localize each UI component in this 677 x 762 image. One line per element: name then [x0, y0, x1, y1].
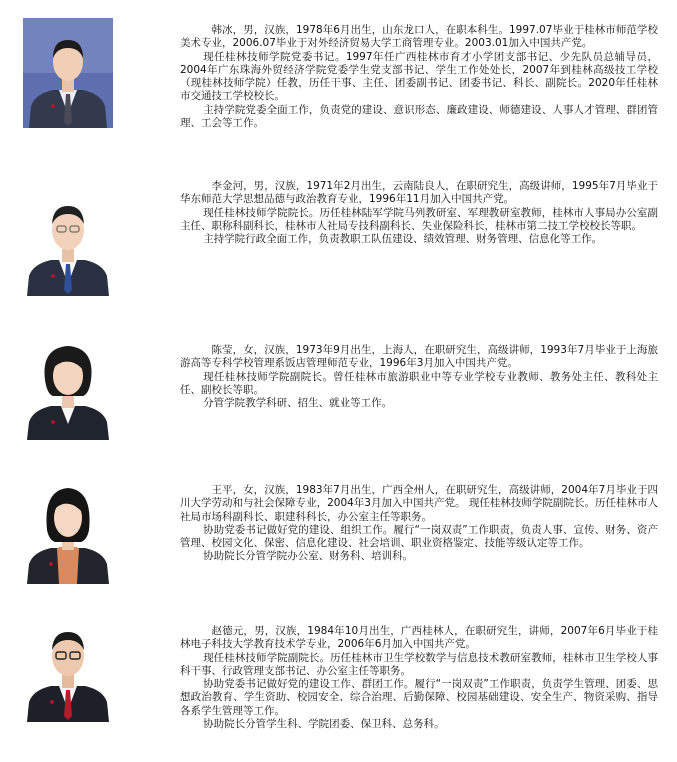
bio-text — [180, 180, 658, 246]
portrait-photo — [23, 474, 113, 584]
bio-paragraph: 现任桂林技师学院副院长。历任桂林市卫生学校数学与信息技术教研室教师，桂林市卫生学校人事科干事、行政管理支部书记、办公室主任等职务。 — [180, 651, 658, 677]
bio-paragraph: 协助党委书记做好党的建设工作、群团工作。履行“一岗双责”工作职责，负责学生管理、团委、思想政治教育、学生资助、校园安全、综合治理、后勤保障、校园基础建设、安全生产、物资采购、指导各系学生管理等工作。 — [180, 678, 658, 717]
bio-text — [180, 625, 658, 731]
bio-paragraph: 协助院长分管学生科、学院团委、保卫科、总务科。 — [203, 718, 445, 731]
bio-paragraph: 协助院长分管学院办公室、财务科、培训科。 — [203, 550, 414, 563]
bio-paragraph: 现任桂林技师学院副院长。曾任桂林市旅游职业中等专业学校专业教师、教务处主任、教科处主任、副校长等职。 — [180, 370, 658, 396]
portrait-photo — [23, 186, 113, 296]
portrait-photo — [23, 330, 113, 440]
bio-paragraph: 协助党委书记做好党的建设、组织工作。履行“一岗双责”工作职责，负责人事、宣传、财务、资产管理、校园文化、保密、信息化建设、社会培训、职业资格鉴定、技能等级认定等工作。 — [180, 523, 658, 550]
bio-paragraph: 赵德元，男，汉族，1984年10月出生，广西桂林人，在职研究生，讲师，2007年6月毕业于桂林电子科技大学教育技术学专业，2006年6月加入中国共产党。 — [180, 625, 658, 651]
portrait-image — [23, 18, 113, 128]
bio-paragraph: 现任桂林技师学院院长。历任桂林陆军学院马列教研室、军理教研室教师，桂林市人事局办公室副主任、职称科副科长，桂林市人社局专技科副科长、失业保险科长，桂林市第二技工学校校长等职。 — [180, 206, 658, 232]
bio-paragraph: 现任桂林技师学院党委书记。1997年任广西桂林市育才小学团支部书记、少先队员总辅导员，2004年广东珠海外贸经济学院党委学生党支部书记、学生工作处处长，2007年到桂林高级技工学校（现桂林技师学院）任教，历任干事、主任、团委副书记、团委书记、科长、副院长。2020年任桂林市交通技工学校校长。 — [180, 50, 658, 103]
bio-paragraph: 韩冰，男，汉族，1978年6月出生，山东龙口人，在职本科生。1997.07毕业于桂林市师范学校美术专业，2006.07毕业于对外经济贸易大学工商管理专业。2003.01加入中国共产党。 — [180, 24, 658, 50]
bio-paragraph: 王平，女，汉族，1983年7月出生，广西全州人，在职研究生，高级讲师，2004年7月毕业于四川大学劳动和与社会保障专业，2004年3月加入中国共产党。 现任桂林技师学院副院长。历任桂林市人社局市场科副科长、职建科科长，办公室主任等职务。 — [180, 484, 658, 523]
bio-text — [180, 24, 658, 130]
portrait-image — [23, 474, 113, 584]
bio-paragraph: 李金河，男，汉族，1971年2月出生，云南陆良人，在职研究生，高级讲师，1995年7月毕业于华东师范大学思想品德与政治教育专业，1996年11月加入中国共产党。 — [180, 180, 658, 206]
bio-paragraph: 陈莹，女，汉族，1973年9月出生，上海人，在职研究生，高级讲师，1993年7月毕业于上海旅游高等专科学校管理系饭店管理师范专业，1996年3月加入中国共产党。 — [180, 344, 658, 370]
bio-text — [180, 344, 658, 410]
portrait-image — [23, 186, 113, 296]
bio-paragraph: 主持学院行政全面工作，负责教职工队伍建设、绩效管理、财务管理、信息化等工作。 — [203, 233, 603, 246]
bio-paragraph: 主持学院党委全面工作，负责党的建设、意识形态、廉政建设、师德建设、人事人才管理、群团管理、工会等工作。 — [180, 103, 658, 130]
bio-paragraph: 分管学院教学科研、招生、就业等工作。 — [203, 397, 393, 410]
portrait-image — [23, 612, 113, 722]
portrait-photo — [23, 612, 113, 722]
portrait-image — [23, 330, 113, 440]
bio-text — [180, 484, 658, 564]
portrait-photo — [23, 18, 113, 128]
